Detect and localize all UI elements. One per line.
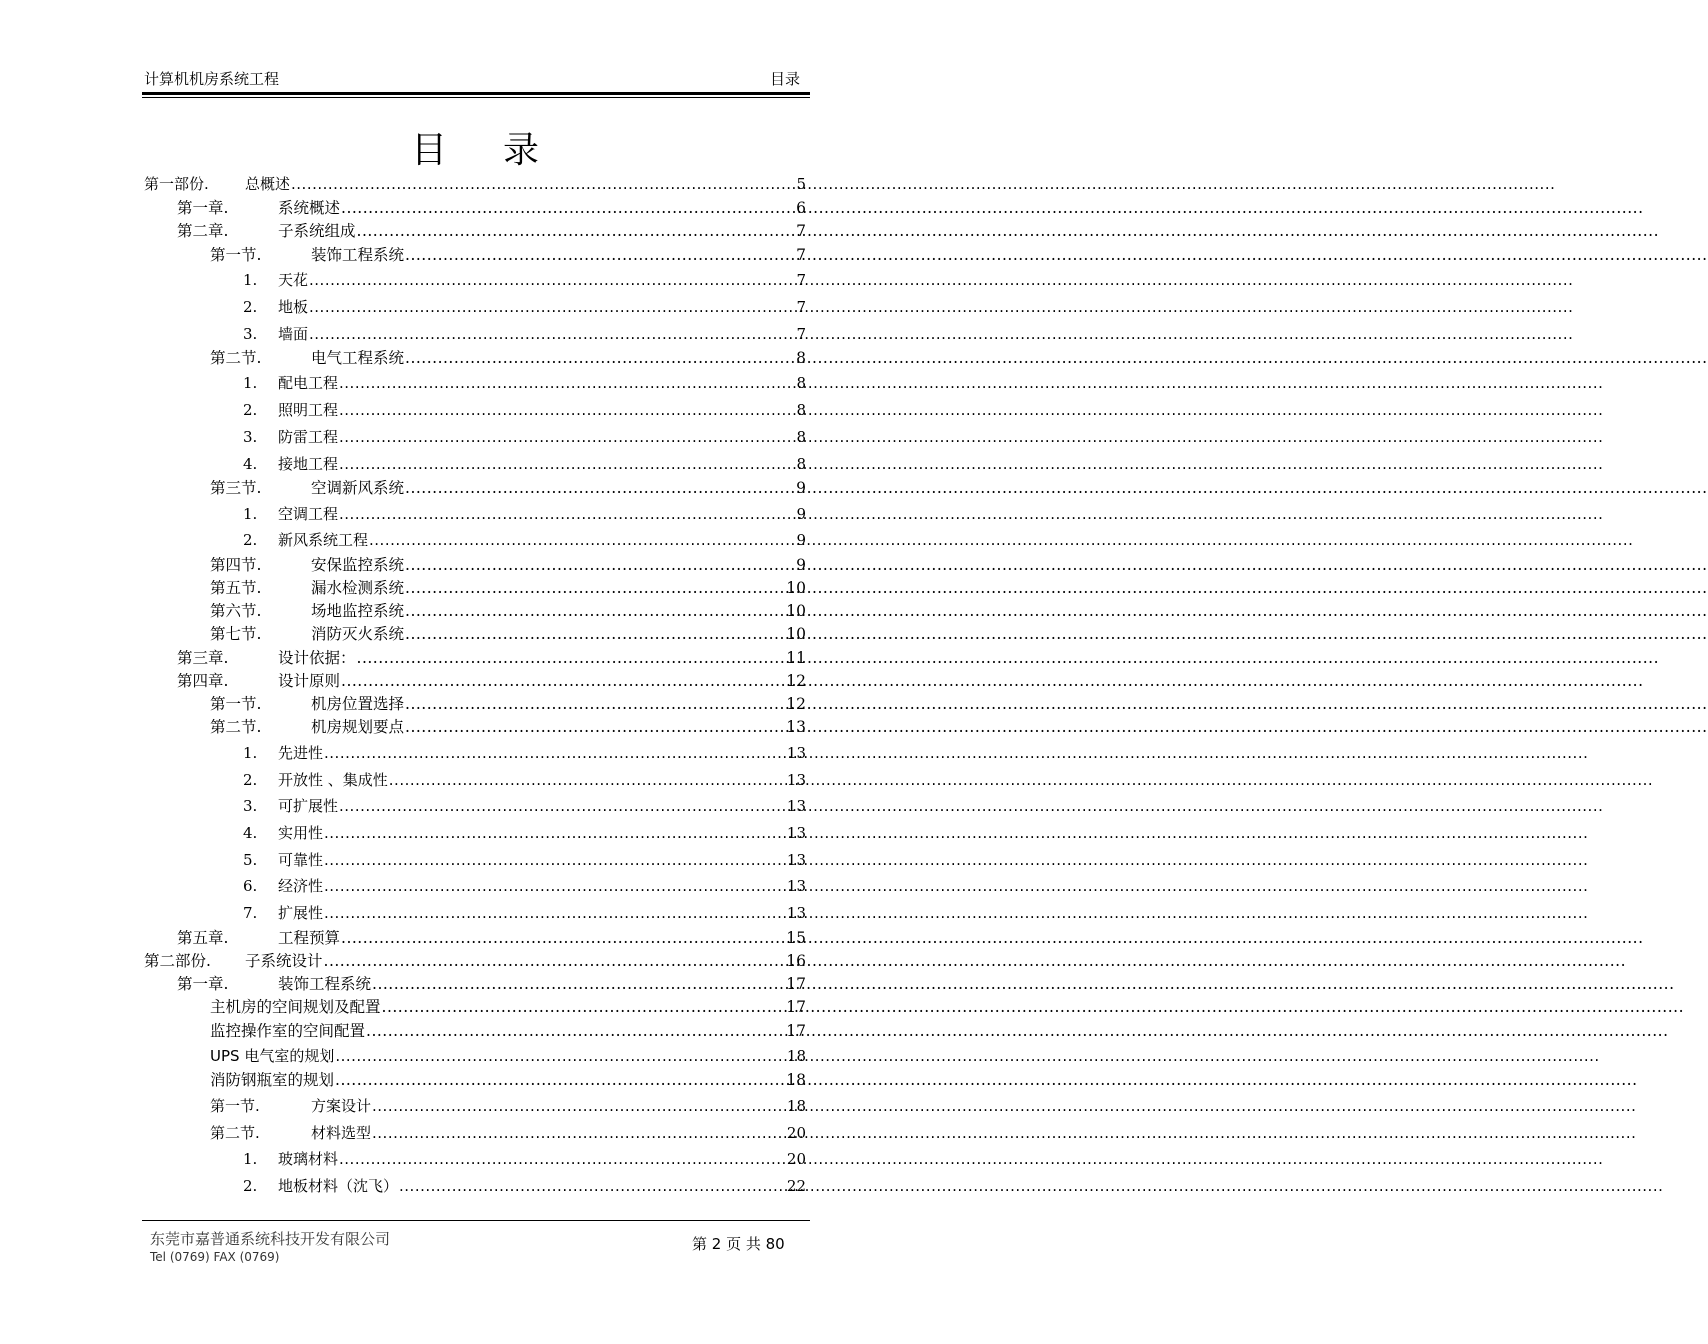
toc-entry-number: 第一节. bbox=[210, 1097, 260, 1115]
toc-entry-number: 2. bbox=[243, 531, 258, 549]
toc-entry-number: 1. bbox=[243, 271, 258, 289]
toc-entry-text: 主机房的空间规划及配置 bbox=[210, 998, 381, 1016]
toc-entry-text: 地板材料（沈飞） bbox=[278, 1177, 399, 1195]
toc-dot-leader bbox=[405, 478, 795, 498]
toc-entry-text: 消防钢瓶室的规划 bbox=[210, 1071, 335, 1089]
toc-entry-page: 13 bbox=[786, 851, 806, 869]
toc-entry-number: 第二部份. bbox=[144, 952, 211, 970]
toc-entry[interactable] bbox=[243, 743, 806, 763]
toc-entry-text: UPS 电气室的规划 bbox=[210, 1047, 335, 1065]
page-title: 目录 bbox=[410, 130, 595, 171]
toc-entry-text: 安保监控系统 bbox=[311, 556, 405, 574]
toc-entry[interactable] bbox=[243, 270, 806, 290]
toc-entry-page: 8 bbox=[796, 349, 806, 367]
toc-entry-number: 2. bbox=[243, 401, 258, 419]
toc-entry[interactable] bbox=[243, 903, 806, 923]
toc-entry-text: 防雷工程 bbox=[278, 428, 339, 446]
toc-entry-number: 第二节. bbox=[210, 718, 262, 736]
toc-entry[interactable] bbox=[210, 1070, 806, 1090]
toc-entry-text: 机房规划要点 bbox=[311, 718, 405, 736]
toc-entry-text: 新风系统工程 bbox=[278, 531, 369, 549]
toc-entry-page: 13 bbox=[786, 904, 806, 922]
toc-entry-page: 13 bbox=[786, 824, 806, 842]
footer-rule bbox=[142, 1220, 810, 1221]
toc-entry-number: 7. bbox=[243, 904, 258, 922]
toc-entry[interactable] bbox=[210, 555, 806, 575]
toc-entry[interactable] bbox=[243, 770, 806, 790]
toc-entry[interactable] bbox=[210, 624, 806, 644]
toc-entry-page: 22 bbox=[786, 1177, 806, 1195]
toc-entry[interactable] bbox=[210, 717, 806, 737]
toc-entry[interactable] bbox=[243, 504, 806, 524]
toc-dot-leader bbox=[389, 770, 786, 790]
document-title: 计算机机房系统工程 bbox=[144, 70, 280, 88]
toc-entry[interactable] bbox=[210, 245, 806, 265]
toc-dot-leader bbox=[335, 1070, 785, 1090]
toc-entry-number: 2. bbox=[243, 298, 258, 316]
toc-entry[interactable] bbox=[210, 478, 806, 498]
toc-entry-number: 1. bbox=[243, 1150, 258, 1168]
toc-entry-text: 消防灭火系统 bbox=[311, 625, 405, 643]
toc-dot-leader bbox=[324, 850, 786, 870]
toc-entry-number: 第一节. bbox=[210, 246, 262, 264]
toc-dot-leader bbox=[372, 974, 785, 994]
toc-entry[interactable] bbox=[177, 648, 806, 668]
toc-entry-text: 玻璃材料 bbox=[278, 1150, 339, 1168]
toc-entry[interactable] bbox=[243, 427, 806, 447]
toc-entry-number: 第三节. bbox=[210, 479, 262, 497]
toc-entry-text: 漏水检测系统 bbox=[311, 579, 405, 597]
toc-entry[interactable] bbox=[243, 530, 806, 550]
toc-entry-page: 8 bbox=[796, 401, 806, 419]
toc-entry-page: 18 bbox=[786, 1097, 806, 1115]
toc-entry[interactable] bbox=[243, 454, 806, 474]
toc-entry-page: 8 bbox=[796, 374, 806, 392]
toc-entry-text: 先进性 bbox=[278, 744, 324, 762]
toc-entry[interactable] bbox=[177, 974, 806, 994]
toc-entry-page: 17 bbox=[786, 1022, 806, 1040]
toc-entry-text: 机房位置选择 bbox=[311, 695, 405, 713]
toc-entry-number: 第三章. bbox=[177, 649, 229, 667]
toc-entry-page: 15 bbox=[786, 929, 806, 947]
toc-entry-page: 20 bbox=[786, 1124, 806, 1142]
toc-dot-leader bbox=[341, 928, 785, 948]
toc-entry-text: 场地监控系统 bbox=[311, 602, 405, 620]
toc-entry[interactable] bbox=[243, 373, 806, 393]
toc-entry-number: 第七节. bbox=[210, 625, 262, 643]
toc-dot-leader bbox=[357, 648, 786, 668]
toc-dot-leader bbox=[366, 1021, 785, 1041]
toc-entry[interactable] bbox=[144, 174, 806, 194]
toc-entry-text: 监控操作室的空间配置 bbox=[210, 1022, 366, 1040]
toc-entry[interactable] bbox=[243, 297, 806, 317]
toc-entry-text: 经济性 bbox=[278, 877, 324, 895]
toc-entry-text: 地板 bbox=[278, 298, 309, 316]
toc-entry-text: 方案设计 bbox=[311, 1097, 372, 1115]
toc-entry-text: 子系统组成 bbox=[278, 222, 356, 240]
toc-entry[interactable] bbox=[243, 1176, 806, 1196]
toc-entry-text: 装饰工程系统 bbox=[278, 975, 372, 993]
toc-dot-leader bbox=[405, 245, 795, 265]
toc-entry-page: 10 bbox=[786, 579, 806, 597]
toc-entry-text: 系统概述 bbox=[278, 199, 341, 217]
toc-dot-leader bbox=[372, 1123, 786, 1143]
toc-entry[interactable] bbox=[210, 694, 806, 714]
toc-entry[interactable] bbox=[243, 1149, 806, 1169]
toc-entry[interactable] bbox=[243, 324, 806, 344]
toc-dot-leader bbox=[309, 270, 795, 290]
toc-entry-text: 实用性 bbox=[278, 824, 324, 842]
toc-entry-page: 12 bbox=[786, 672, 806, 690]
toc-dot-leader bbox=[339, 373, 795, 393]
toc-dot-leader bbox=[405, 555, 795, 575]
toc-entry-text: 电气工程系统 bbox=[311, 349, 405, 367]
toc-entry-text: 天花 bbox=[278, 271, 309, 289]
toc-entry-page: 5 bbox=[796, 175, 806, 193]
toc-dot-leader bbox=[341, 198, 795, 218]
toc-entry-number: 1. bbox=[243, 505, 258, 523]
toc-entry-number: 第一节. bbox=[210, 695, 262, 713]
toc-dot-leader bbox=[324, 903, 786, 923]
company-contact: Tel (0769) FAX (0769) bbox=[150, 1250, 280, 1264]
toc-entry-number: 第四节. bbox=[210, 556, 262, 574]
toc-entry-page: 13 bbox=[786, 744, 806, 762]
toc-dot-leader bbox=[324, 951, 786, 971]
toc-entry-page: 9 bbox=[796, 531, 806, 549]
toc-entry-page: 8 bbox=[796, 428, 806, 446]
toc-entry-number: 4. bbox=[243, 824, 258, 842]
toc-entry-number: 2. bbox=[243, 771, 258, 789]
toc-entry-number: 1. bbox=[243, 744, 258, 762]
footer-company bbox=[150, 1228, 530, 1264]
toc-dot-leader bbox=[405, 717, 785, 737]
toc-entry[interactable] bbox=[144, 951, 806, 971]
toc-entry-page: 7 bbox=[796, 298, 806, 316]
toc-dot-leader bbox=[405, 348, 795, 368]
toc-dot-leader bbox=[405, 601, 785, 621]
toc-entry-page: 13 bbox=[786, 771, 806, 789]
toc-entry[interactable] bbox=[177, 928, 806, 948]
toc-entry-number: 第一章. bbox=[177, 199, 229, 217]
toc-dot-leader bbox=[324, 823, 786, 843]
toc-entry[interactable] bbox=[243, 876, 806, 896]
toc-entry-text: 配电工程 bbox=[278, 374, 339, 392]
toc-dot-leader bbox=[382, 997, 786, 1017]
toc-entry-page: 20 bbox=[786, 1150, 806, 1168]
toc-dot-leader bbox=[405, 694, 785, 714]
toc-entry-text: 设计依据： bbox=[278, 649, 356, 667]
section-label: 目录 bbox=[769, 70, 800, 88]
toc-entry-page: 10 bbox=[786, 625, 806, 643]
toc-dot-leader bbox=[339, 1149, 786, 1169]
toc-dot-leader bbox=[399, 1176, 786, 1196]
toc-entry-number: 第五章. bbox=[177, 929, 229, 947]
toc-entry[interactable] bbox=[177, 198, 806, 218]
toc-dot-leader bbox=[369, 530, 795, 550]
toc-entry-page: 11 bbox=[786, 649, 806, 667]
toc-entry-number: 3. bbox=[243, 428, 258, 446]
toc-entry-page: 13 bbox=[786, 718, 806, 736]
toc-entry-number: 4. bbox=[243, 455, 258, 473]
toc-dot-leader bbox=[405, 578, 785, 598]
toc-dot-leader bbox=[324, 876, 786, 896]
toc-entry-page: 18 bbox=[786, 1047, 806, 1065]
toc-entry-page: 7 bbox=[796, 271, 806, 289]
toc-entry[interactable] bbox=[177, 221, 806, 241]
toc-entry[interactable] bbox=[243, 400, 806, 420]
toc-dot-leader bbox=[357, 221, 796, 241]
toc-dot-leader bbox=[339, 427, 795, 447]
toc-entry-text: 可靠性 bbox=[278, 851, 324, 869]
toc-dot-leader bbox=[335, 1046, 786, 1066]
toc-entry[interactable] bbox=[210, 1123, 806, 1143]
toc-entry-text: 工程预算 bbox=[278, 929, 341, 947]
toc-entry-page: 7 bbox=[796, 222, 806, 240]
toc-entry-text: 接地工程 bbox=[278, 455, 339, 473]
company-name: 东莞市嘉普通系统科技开发有限公司 bbox=[150, 1230, 391, 1248]
toc-entry-page: 7 bbox=[796, 246, 806, 264]
toc-entry[interactable] bbox=[243, 823, 806, 843]
toc-entry[interactable] bbox=[210, 1096, 806, 1116]
toc-entry[interactable] bbox=[210, 1046, 806, 1066]
toc-entry-number: 6. bbox=[243, 877, 258, 895]
toc-entry-page: 17 bbox=[786, 998, 806, 1016]
toc-entry-page: 16 bbox=[786, 952, 806, 970]
toc-entry-page: 9 bbox=[796, 505, 806, 523]
toc-entry-page: 10 bbox=[786, 602, 806, 620]
toc-entry-number: 2. bbox=[243, 1177, 258, 1195]
toc-dot-leader bbox=[324, 743, 786, 763]
toc-dot-leader bbox=[339, 454, 795, 474]
toc-entry-text: 可扩展性 bbox=[278, 797, 339, 815]
toc-entry-page: 6 bbox=[796, 199, 806, 217]
toc-entry-page: 17 bbox=[786, 975, 806, 993]
toc-entry-page: 13 bbox=[786, 797, 806, 815]
toc-entry-page: 12 bbox=[786, 695, 806, 713]
toc-entry[interactable] bbox=[243, 850, 806, 870]
toc-entry-number: 1. bbox=[243, 374, 258, 392]
toc-entry[interactable] bbox=[177, 671, 806, 691]
toc-entry-text: 空调新风系统 bbox=[311, 479, 405, 497]
toc-dot-leader bbox=[291, 174, 795, 194]
toc-dot-leader bbox=[309, 297, 795, 317]
toc-entry-text: 扩展性 bbox=[278, 904, 324, 922]
toc-entry-number: 第六节. bbox=[210, 602, 262, 620]
page-number: 第 2 页 共 80 bbox=[692, 1235, 785, 1253]
toc-entry-number: 第二节. bbox=[210, 1124, 260, 1142]
toc-entry-page: 9 bbox=[796, 479, 806, 497]
toc-entry-page: 18 bbox=[786, 1071, 806, 1089]
toc-entry-number: 第四章. bbox=[177, 672, 229, 690]
toc-entry-text: 材料选型 bbox=[311, 1124, 372, 1142]
toc-entry-text: 开放性 、集成性 bbox=[278, 771, 388, 789]
toc-dot-leader bbox=[309, 324, 795, 344]
toc-entry-page: 8 bbox=[796, 455, 806, 473]
toc-entry-number: 第一章. bbox=[177, 975, 229, 993]
toc-dot-leader bbox=[341, 671, 785, 691]
toc-entry-page: 9 bbox=[796, 556, 806, 574]
toc-dot-leader bbox=[339, 504, 795, 524]
toc-entry-page: 13 bbox=[786, 877, 806, 895]
toc-entry-text: 装饰工程系统 bbox=[311, 246, 405, 264]
toc-entry-number: 第一部份. bbox=[144, 175, 209, 193]
toc-entry[interactable] bbox=[210, 1021, 806, 1041]
toc-entry-text: 墙面 bbox=[278, 325, 309, 343]
toc-entry-number: 3. bbox=[243, 797, 258, 815]
toc-entry-text: 总概述 bbox=[245, 175, 291, 193]
toc-entry[interactable] bbox=[210, 348, 806, 368]
toc-dot-leader bbox=[339, 796, 786, 816]
toc-entry-number: 第二节. bbox=[210, 349, 262, 367]
toc-entry-text: 空调工程 bbox=[278, 505, 339, 523]
toc-entry[interactable] bbox=[210, 601, 806, 621]
toc-dot-leader bbox=[405, 624, 785, 644]
toc-entry[interactable] bbox=[243, 796, 806, 816]
toc-entry-text: 设计原则 bbox=[278, 672, 341, 690]
toc-entry-text: 照明工程 bbox=[278, 401, 339, 419]
toc-entry-number: 第二章. bbox=[177, 222, 229, 240]
toc-entry-number: 5. bbox=[243, 851, 258, 869]
toc-dot-leader bbox=[372, 1096, 786, 1116]
toc-entry[interactable] bbox=[210, 578, 806, 598]
toc-entry-number: 第五节. bbox=[210, 579, 262, 597]
toc-entry-text: 子系统设计 bbox=[245, 952, 323, 970]
toc-entry-number: 3. bbox=[243, 325, 258, 343]
toc-entry[interactable] bbox=[210, 997, 806, 1017]
toc-entry-page: 7 bbox=[796, 325, 806, 343]
toc-dot-leader bbox=[339, 400, 795, 420]
